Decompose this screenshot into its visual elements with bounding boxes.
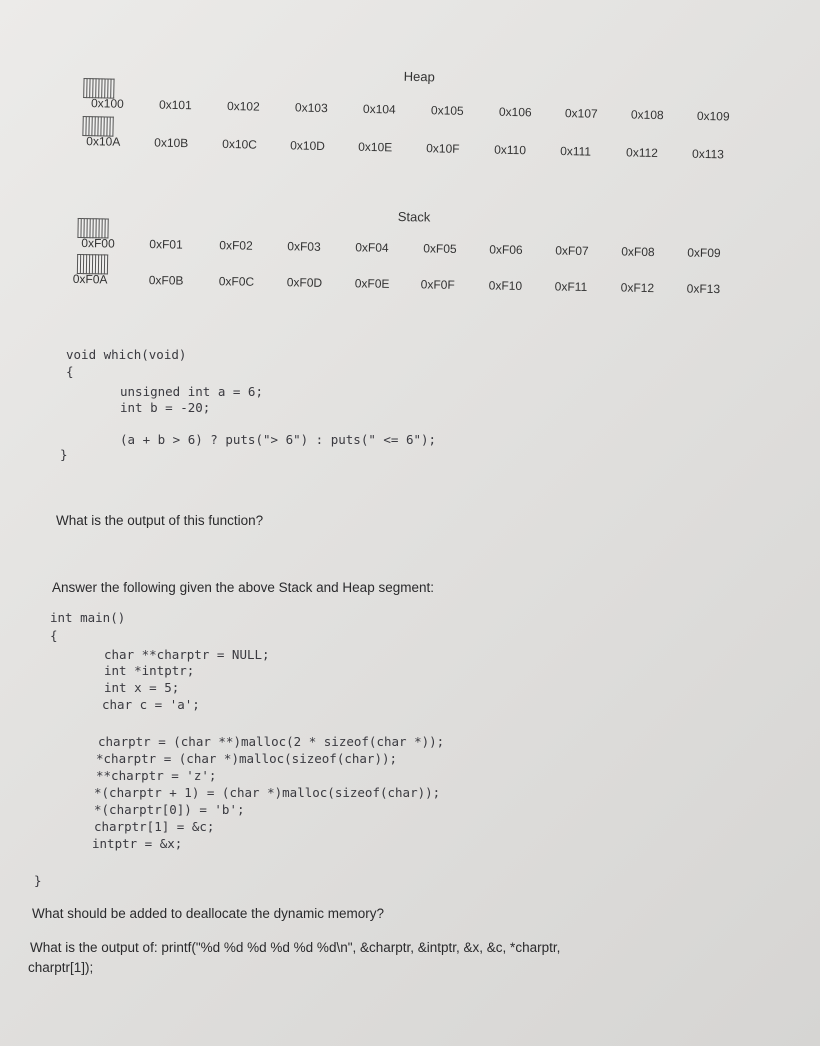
- main-stmt-3: **charptr = 'z';: [96, 768, 217, 783]
- stack-addr: 0xF05: [423, 241, 457, 256]
- question-stack-heap: Answer the following given the above Stack and Heap segment:: [52, 580, 434, 595]
- main-decl-2: int *intptr;: [104, 663, 195, 678]
- which-line-3: (a + b > 6) ? puts("> 6") : puts(" <= 6");: [120, 432, 437, 447]
- stack-addr: 0xF08: [621, 244, 655, 260]
- which-close-brace: }: [60, 447, 68, 462]
- which-line-1: unsigned int a = 6;: [120, 384, 263, 399]
- heap-addr: 0x10F: [426, 141, 460, 156]
- question-printf-line-1: What is the output of: printf("%d %d %d %d %d %d\n", &charptr, &intptr, &x, &c, *charptr,: [30, 940, 561, 955]
- stack-addr: 0xF04: [355, 240, 389, 255]
- stack-addr: 0xF10: [488, 278, 523, 293]
- stack-addr: 0xF03: [287, 239, 321, 254]
- main-stmt-6: charptr[1] = &c;: [94, 819, 215, 834]
- heap-addr: 0x112: [625, 145, 659, 161]
- stack-addr: 0xF01: [149, 237, 183, 252]
- main-stmt-1: charptr = (char **)malloc(2 * sizeof(char *));: [98, 734, 445, 749]
- stack-addr: 0xF0E: [354, 276, 390, 291]
- heap-row2-addresses: [86, 134, 742, 162]
- heap-row1-addresses: [91, 96, 747, 124]
- stack-addr: 0xF11: [554, 279, 588, 295]
- which-open-brace: {: [66, 364, 74, 379]
- heap-addr: 0x104: [362, 101, 396, 117]
- heap-addr: 0x107: [564, 106, 598, 121]
- main-stmt-5: *(charptr[0]) = 'b';: [94, 802, 245, 817]
- main-decl-3: int x = 5;: [104, 680, 180, 695]
- question-printf-line-2: charptr[1]);: [28, 960, 94, 975]
- stack-addr: 0xF0A: [72, 271, 108, 287]
- heap-addr: 0x102: [226, 99, 260, 114]
- main-open-brace: {: [50, 628, 58, 643]
- stack-addr: 0xF13: [686, 281, 721, 297]
- stack-addr: 0xF12: [620, 280, 655, 296]
- main-decl-4: char c = 'a';: [102, 697, 200, 712]
- stack-row1-addresses: [81, 236, 737, 260]
- heap-addr: 0x10B: [154, 135, 189, 151]
- stack-addr: 0xF07: [555, 243, 589, 259]
- stack-addr: 0xF0B: [148, 273, 184, 288]
- stack-addr: 0xF0D: [286, 275, 323, 290]
- main-decl-1: char **charptr = NULL;: [104, 647, 270, 662]
- question-output-function: What is the output of this function?: [56, 513, 264, 528]
- heap-addr: 0x109: [696, 108, 730, 124]
- heap-addr: 0x111: [560, 143, 592, 159]
- stack-addr: 0xF0F: [420, 277, 455, 292]
- main-stmt-2: *charptr = (char *)malloc(sizeof(char));: [96, 751, 398, 766]
- main-stmt-4: *(charptr + 1) = (char *)malloc(sizeof(char));: [94, 785, 441, 800]
- stack-title: Stack: [397, 209, 431, 225]
- heap-addr: 0x10A: [86, 134, 121, 149]
- heap-addr: 0x101: [158, 97, 192, 113]
- stack-row2-addresses: [73, 272, 737, 296]
- heap-addr: 0x105: [430, 103, 464, 118]
- main-function-signature: int main(): [50, 610, 126, 625]
- heap-addr: 0x113: [691, 146, 725, 162]
- heap-addr: 0x103: [294, 100, 328, 116]
- heap-addr: 0x110: [494, 142, 527, 158]
- main-stmt-7: intptr = &x;: [92, 836, 183, 851]
- which-line-2: int b = -20;: [120, 400, 211, 415]
- question-deallocate: What should be added to deallocate the dynamic memory?: [32, 906, 384, 921]
- stack-addr: 0xF09: [687, 245, 721, 261]
- heap-addr: 0x10C: [222, 136, 258, 152]
- heap-addr: 0x108: [630, 107, 664, 123]
- stack-addr: 0xF0C: [218, 274, 255, 289]
- heap-addr: 0x100: [90, 96, 124, 111]
- main-close-brace: }: [34, 873, 42, 888]
- which-function-signature: void which(void): [66, 347, 187, 362]
- stack-addr: 0xF02: [219, 238, 253, 253]
- stack-addr: 0xF00: [81, 236, 115, 251]
- heap-addr: 0x10E: [358, 139, 393, 155]
- heap-addr: 0x106: [498, 104, 532, 120]
- stack-addr: 0xF06: [489, 242, 523, 257]
- heap-addr: 0x10D: [290, 138, 326, 154]
- heap-title: Heap: [403, 68, 435, 85]
